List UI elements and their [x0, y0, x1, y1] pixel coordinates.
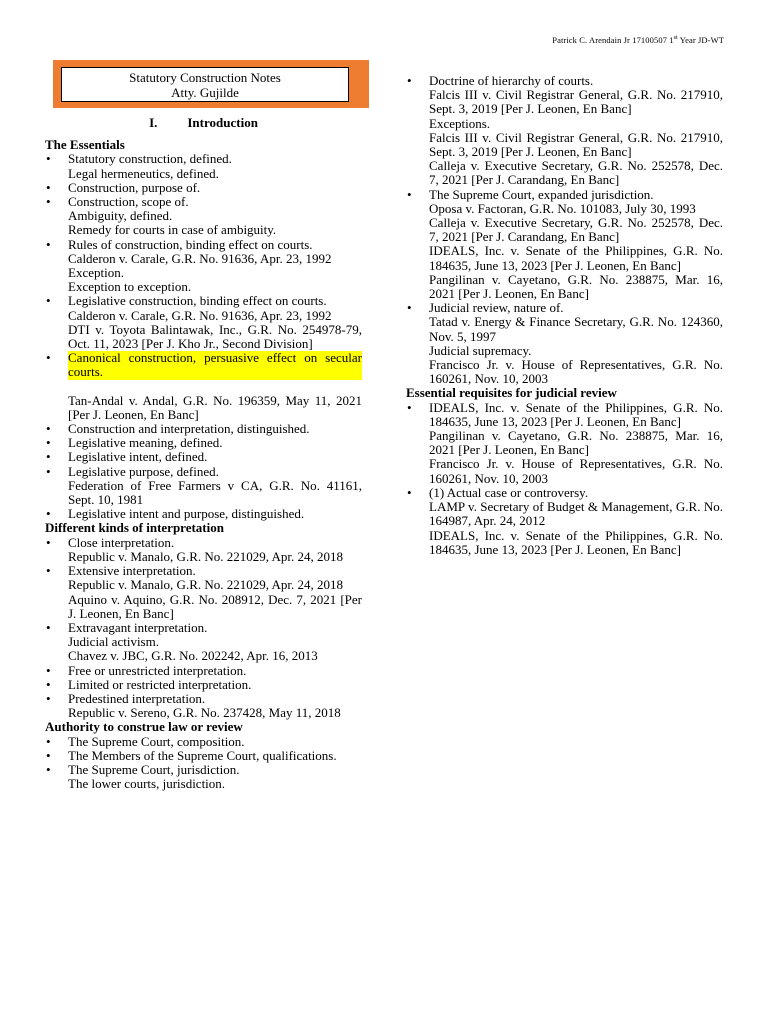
item-detail: Calleja v. Executive Secretary, G.R. No. 252578, Dec. 7, 2021 [Per J. Carandang, En Banc] [429, 158, 723, 188]
item-detail: Tatad v. Energy & Finance Secretary, G.R. No. 124360, Nov. 5, 1997 [429, 314, 723, 344]
author-year: Year JD-WT [677, 35, 724, 45]
item-title: • Doctrine of hierarchy of courts. [429, 73, 594, 88]
item-title: • Legislative construction, binding effect on courts. [68, 293, 327, 309]
item-detail: Calderon v. Carale, G.R. No. 91636, Apr. 23, 1992 [68, 250, 332, 266]
list-item [45, 564, 362, 621]
item-title: • Free or unrestricted interpretation. [68, 662, 247, 678]
section-number: I. [149, 115, 158, 130]
list-item [45, 735, 362, 749]
judicial-list [406, 74, 723, 386]
title-line-1: Statutory Construction Notes [129, 70, 281, 85]
item-detail: Francisco Jr. v. House of Representatives, G.R. No. 160261, Nov. 10, 2003 [429, 357, 723, 387]
item-title: • Extravagant interpretation. [68, 619, 208, 635]
right-column [406, 74, 723, 557]
item-title: • Judicial review, nature of. [429, 300, 564, 316]
list-item [45, 536, 362, 564]
item-title: • The Supreme Court, jurisdiction. [68, 761, 240, 777]
list-item [45, 351, 362, 422]
authority-list [45, 735, 362, 792]
author-name: Patrick C. Arendain Jr 17100507 1 [552, 35, 674, 45]
section-heading [45, 116, 362, 130]
item-detail: Exceptions. [429, 115, 491, 131]
item-title: • Predestined interpretation. [68, 690, 206, 706]
list-item [45, 422, 362, 436]
essentials-list [45, 152, 362, 521]
title-inner-box [61, 67, 349, 102]
item-detail: Falcis III v. Civil Registrar General, G.R. No. 217910, Sept. 3, 2019 [Per J. Leonen, En Banc] [429, 87, 723, 117]
item-title: • Canonical construction, persuasive effect on secular courts. [68, 350, 362, 380]
item-title: • Legislative meaning, defined. [68, 435, 223, 451]
list-item [45, 621, 362, 664]
list-item [406, 301, 723, 386]
item-detail: Republic v. Sereno, G.R. No. 237428, May 11, 2018 [68, 705, 341, 721]
list-item [45, 692, 362, 720]
item-title: • The Members of the Supreme Court, qualifications. [68, 747, 337, 763]
item-detail: Aquino v. Aquino, G.R. No. 208912, Dec. 7, 2021 [Per J. Leonen, En Banc] [68, 591, 362, 621]
list-item [45, 507, 362, 521]
list-item [45, 678, 362, 692]
author-header [552, 35, 724, 45]
item-detail: Falcis III v. Civil Registrar General, G.R. No. 217910, Sept. 3, 2019 [Per J. Leonen, En Banc] [429, 129, 723, 160]
item-title: • Limited or restricted interpretation. [68, 676, 252, 692]
left-column [45, 116, 362, 791]
list-item [406, 74, 723, 188]
item-detail: Pangilinan v. Cayetano, G.R. No. 238875, Mar. 16, 2021 [Per J. Leonen, En Banc] [429, 428, 723, 458]
list-item [45, 181, 362, 195]
item-title: • Legislative purpose, defined. [68, 463, 219, 479]
section-title: Introduction [187, 115, 258, 130]
author-ordinal: st [673, 35, 678, 42]
list-item [45, 238, 362, 295]
item-detail: Republic v. Manalo, G.R. No. 221029, Apr. 24, 2018 [68, 577, 344, 593]
list-item [45, 436, 362, 450]
list-item [45, 664, 362, 678]
item-title: • IDEALS, Inc. v. Senate of the Philippines, G.R. No. 184635, June 13, 2023 [Per J. Leonen, En Banc] [429, 399, 723, 429]
essentials-heading: The Essentials [45, 137, 125, 153]
item-detail: IDEALS, Inc. v. Senate of the Philippines, G.R. No. 184635, June 13, 2023 [Per J. Leonen, En Banc] [429, 243, 723, 273]
item-title: • Construction, purpose of. [68, 179, 201, 195]
item-detail: Remedy for courts in case of ambiguity. [68, 222, 277, 238]
item-title: • Rules of construction, binding effect on courts. [68, 236, 313, 252]
item-detail: Oposa v. Factoran, G.R. No. 101083, July 30, 1993 [429, 200, 696, 216]
item-detail: Ambiguity, defined. [68, 208, 173, 224]
item-detail: Calderon v. Carale, G.R. No. 91636, Apr. 23, 1992 [68, 307, 332, 323]
item-detail: IDEALS, Inc. v. Senate of the Philippines, G.R. No. 184635, June 13, 2023 [Per J. Leonen, En Banc] [429, 527, 723, 557]
item-detail: Exception. [68, 265, 124, 281]
item-detail: Judicial supremacy. [429, 342, 532, 358]
item-detail: Calleja v. Executive Secretary, G.R. No. 252578, Dec. 7, 2021 [Per J. Carandang, En Banc] [429, 215, 723, 245]
item-detail: DTI v. Toyota Balintawak, Inc., G.R. No. 254978-79, Oct. 11, 2023 [Per J. Kho Jr., Second Division] [68, 321, 362, 352]
title-line-2: Atty. Gujilde [171, 84, 239, 100]
list-item [45, 152, 362, 180]
item-title: • Construction, scope of. [68, 194, 189, 210]
list-item [406, 401, 723, 486]
title-box [53, 60, 369, 108]
item-title: • Statutory construction, defined. [68, 151, 232, 167]
list-item [45, 763, 362, 791]
item-detail: Republic v. Manalo, G.R. No. 221029, Apr. 24, 2018 [68, 548, 344, 564]
item-detail: Chavez v. JBC, G.R. No. 202242, Apr. 16, 2013 [68, 648, 318, 664]
kinds-list [45, 536, 362, 721]
list-item [45, 749, 362, 763]
item-title: • (1) Actual case or controversy. [429, 484, 589, 500]
item-title: • Close interpretation. [68, 534, 175, 550]
item-detail: Federation of Free Farmers v CA, G.R. No. 41161, Sept. 10, 1981 [68, 477, 362, 508]
item-title: • The Supreme Court, composition. [68, 733, 245, 749]
list-item [406, 486, 723, 557]
list-item [45, 195, 362, 238]
authority-heading: Authority to construe law or review [45, 719, 243, 735]
item-title: • Legislative intent and purpose, distinguished. [68, 506, 305, 522]
blank-line [68, 380, 362, 394]
item-title: • Extensive interpretation. [68, 563, 196, 579]
list-item [45, 294, 362, 351]
item-detail: The lower courts, jurisdiction. [68, 776, 226, 792]
list-item [45, 450, 362, 464]
item-detail: Francisco Jr. v. House of Representatives, G.R. No. 160261, Nov. 10, 2003 [429, 456, 723, 486]
requisites-heading: Essential requisites for judicial review [406, 385, 617, 401]
list-item [45, 465, 362, 508]
requisites-list [406, 401, 723, 557]
item-title: • The Supreme Court, expanded jurisdiction. [429, 186, 654, 202]
item-title: • Construction and interpretation, distinguished. [68, 421, 310, 437]
item-detail: Judicial activism. [68, 634, 159, 650]
item-detail: Legal hermeneutics, defined. [68, 165, 219, 181]
item-title: • Legislative intent, defined. [68, 449, 208, 465]
item-detail: Pangilinan v. Cayetano, G.R. No. 238875, Mar. 16, 2021 [Per J. Leonen, En Banc] [429, 271, 723, 302]
item-detail: Tan-Andal v. Andal, G.R. No. 196359, May 11, 2021 [Per J. Leonen, En Banc] [68, 392, 362, 422]
item-detail: LAMP v. Secretary of Budget & Management, G.R. No. 164987, Apr. 24, 2012 [429, 499, 723, 529]
list-item [406, 188, 723, 302]
item-detail: Exception to exception. [68, 279, 192, 295]
kinds-heading: Different kinds of interpretation [45, 520, 224, 536]
